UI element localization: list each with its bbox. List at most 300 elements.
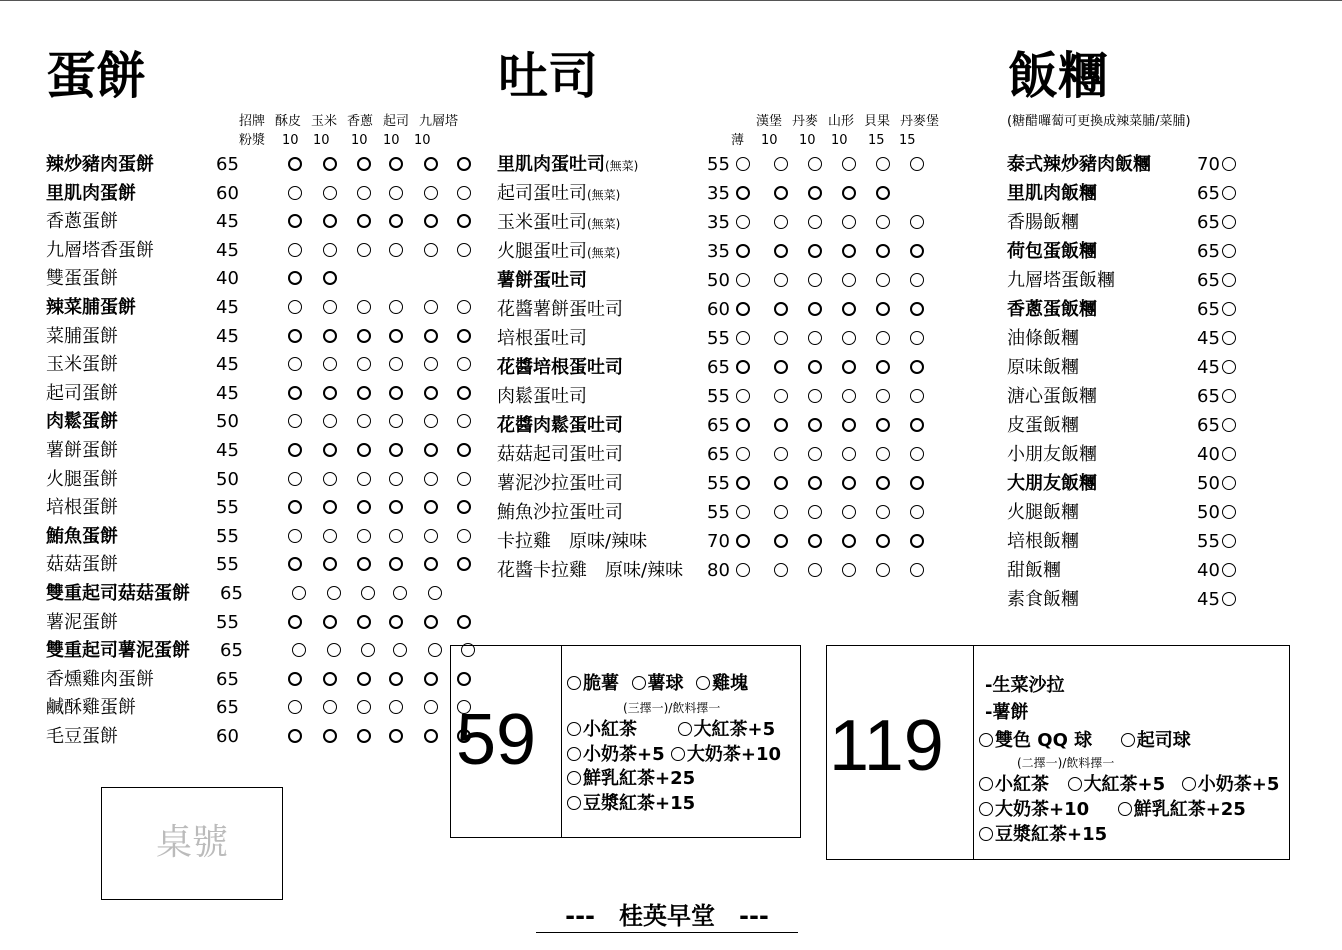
option-circle-icon[interactable] — [910, 273, 924, 287]
option-circle-icon[interactable] — [389, 214, 403, 228]
list-item[interactable] — [46, 151, 446, 179]
option-circle-icon[interactable] — [457, 443, 471, 457]
option-circle-icon[interactable] — [808, 389, 822, 403]
option-circle-icon[interactable] — [910, 447, 924, 461]
option-circle-icon[interactable] — [842, 244, 856, 258]
option-circle-icon[interactable] — [424, 729, 438, 743]
option-circle-icon[interactable] — [1222, 157, 1236, 171]
option-circle-icon[interactable] — [842, 331, 856, 345]
option-circle-icon[interactable] — [910, 215, 924, 229]
option-circle-icon[interactable] — [808, 360, 822, 374]
option-circle-icon[interactable] — [910, 505, 924, 519]
option-circle-icon[interactable] — [1222, 447, 1236, 461]
option-circle-icon[interactable] — [910, 360, 924, 374]
option-circle-icon[interactable] — [910, 389, 924, 403]
checkbox-icon[interactable] — [567, 722, 581, 736]
option-circle-icon[interactable] — [357, 357, 371, 371]
option-circle-icon[interactable] — [323, 414, 337, 428]
option-circle-icon[interactable] — [876, 273, 890, 287]
option-circle-icon[interactable] — [327, 643, 341, 657]
option-circle-icon[interactable] — [389, 443, 403, 457]
list-item[interactable] — [1007, 441, 1267, 469]
option-circle-icon[interactable] — [808, 157, 822, 171]
drink-option: 小奶茶+5 — [1197, 774, 1280, 795]
option-circle-icon[interactable] — [424, 500, 438, 514]
option-circle-icon[interactable] — [389, 357, 403, 371]
list-item[interactable] — [1007, 354, 1267, 382]
option-circle-icon[interactable] — [1222, 186, 1236, 200]
option-circle-icon[interactable] — [288, 729, 302, 743]
option-circle-icon[interactable] — [357, 186, 371, 200]
option-circle-icon[interactable] — [357, 443, 371, 457]
list-item[interactable] — [1007, 470, 1267, 498]
option-circle-icon[interactable] — [736, 244, 750, 258]
checkbox-icon[interactable] — [567, 747, 581, 761]
option-circle-icon[interactable] — [1222, 476, 1236, 490]
option-circle-icon[interactable] — [876, 360, 890, 374]
option-circle-icon[interactable] — [357, 500, 371, 514]
option-circle-icon[interactable] — [457, 243, 471, 257]
option-circle-icon[interactable] — [323, 615, 337, 629]
option-circle-icon[interactable] — [424, 300, 438, 314]
list-item[interactable] — [46, 723, 446, 751]
option-circle-icon[interactable] — [457, 615, 471, 629]
option-circle-icon[interactable] — [1222, 389, 1236, 403]
option-circle-icon[interactable] — [876, 534, 890, 548]
option-circle-icon[interactable] — [389, 615, 403, 629]
option-circle-icon[interactable] — [323, 157, 337, 171]
option-circle-icon[interactable] — [1222, 302, 1236, 316]
checkbox-icon[interactable] — [979, 827, 993, 841]
option-circle-icon[interactable] — [808, 534, 822, 548]
list-item[interactable] — [1007, 180, 1267, 208]
option-circle-icon[interactable] — [457, 386, 471, 400]
list-item[interactable] — [497, 151, 937, 179]
option-circle-icon[interactable] — [424, 529, 438, 543]
option-circle-icon[interactable] — [323, 357, 337, 371]
list-item[interactable] — [46, 551, 446, 579]
option-circle-icon[interactable] — [457, 214, 471, 228]
option-circle-icon[interactable] — [808, 563, 822, 577]
item-price: 70 — [707, 531, 730, 552]
list-item[interactable] — [1007, 586, 1267, 614]
list-item[interactable] — [497, 470, 937, 498]
option-circle-icon[interactable] — [393, 586, 407, 600]
option-circle-icon[interactable] — [361, 643, 375, 657]
column-header-price: 10 — [351, 133, 368, 148]
option-circle-icon[interactable] — [424, 443, 438, 457]
option-circle-icon[interactable] — [424, 414, 438, 428]
item-name-text: 火腿蛋吐司 — [497, 241, 587, 262]
option-circle-icon[interactable] — [357, 557, 371, 571]
option-circle-icon[interactable] — [736, 331, 750, 345]
list-item[interactable] — [46, 637, 446, 665]
list-item[interactable] — [46, 666, 446, 694]
option-circle-icon[interactable] — [1222, 360, 1236, 374]
option-circle-icon[interactable] — [910, 331, 924, 345]
option-circle-icon[interactable] — [736, 186, 750, 200]
list-item[interactable] — [46, 494, 446, 522]
option-circle-icon[interactable] — [323, 500, 337, 514]
checkbox-icon[interactable] — [1182, 777, 1196, 791]
option-circle-icon[interactable] — [323, 329, 337, 343]
option-circle-icon[interactable] — [361, 586, 375, 600]
option-circle-icon[interactable] — [876, 447, 890, 461]
option-circle-icon[interactable] — [323, 472, 337, 486]
list-item[interactable] — [46, 180, 446, 208]
option-circle-icon[interactable] — [357, 700, 371, 714]
list-item[interactable] — [46, 380, 446, 408]
option-circle-icon[interactable] — [288, 214, 302, 228]
option-circle-icon[interactable] — [323, 672, 337, 686]
option-circle-icon[interactable] — [357, 672, 371, 686]
option-circle-icon[interactable] — [323, 443, 337, 457]
option-circle-icon[interactable] — [457, 500, 471, 514]
option-circle-icon[interactable] — [292, 586, 306, 600]
option-circle-icon[interactable] — [842, 563, 856, 577]
option-circle-icon[interactable] — [842, 302, 856, 316]
list-item[interactable] — [46, 609, 446, 637]
checkbox-icon[interactable] — [671, 747, 685, 761]
option-circle-icon[interactable] — [1222, 505, 1236, 519]
option-circle-icon[interactable] — [357, 386, 371, 400]
option-circle-icon[interactable] — [457, 357, 471, 371]
option-circle-icon[interactable] — [288, 529, 302, 543]
option-circle-icon[interactable] — [808, 476, 822, 490]
checkbox-icon[interactable] — [979, 733, 993, 747]
option-circle-icon[interactable] — [389, 243, 403, 257]
option-circle-icon[interactable] — [323, 729, 337, 743]
list-item[interactable] — [46, 523, 446, 551]
list-item[interactable] — [497, 412, 937, 440]
checkbox-icon[interactable] — [567, 771, 581, 785]
option-circle-icon[interactable] — [910, 418, 924, 432]
option-circle-icon[interactable] — [457, 414, 471, 428]
list-item[interactable] — [1007, 557, 1267, 585]
option-circle-icon[interactable] — [389, 186, 403, 200]
option-circle-icon[interactable] — [389, 529, 403, 543]
option-circle-icon[interactable] — [323, 243, 337, 257]
option-circle-icon[interactable] — [288, 615, 302, 629]
checkbox-icon[interactable] — [632, 676, 646, 690]
option-circle-icon[interactable] — [876, 215, 890, 229]
option-circle-icon[interactable] — [323, 186, 337, 200]
option-circle-icon[interactable] — [774, 215, 788, 229]
option-circle-icon[interactable] — [774, 360, 788, 374]
option-circle-icon[interactable] — [389, 300, 403, 314]
list-item[interactable] — [497, 383, 937, 411]
list-item[interactable] — [497, 296, 937, 324]
option-circle-icon[interactable] — [288, 500, 302, 514]
option-circle-icon[interactable] — [910, 534, 924, 548]
option-circle-icon[interactable] — [842, 447, 856, 461]
option-circle-icon[interactable] — [357, 300, 371, 314]
list-item[interactable] — [497, 267, 937, 295]
option-circle-icon[interactable] — [357, 214, 371, 228]
option-circle-icon[interactable] — [357, 729, 371, 743]
option-circle-icon[interactable] — [457, 557, 471, 571]
option-circle-icon[interactable] — [323, 557, 337, 571]
option-circle-icon[interactable] — [1222, 244, 1236, 258]
list-item[interactable] — [497, 209, 937, 237]
option-circle-icon[interactable] — [428, 643, 442, 657]
option-circle-icon[interactable] — [842, 186, 856, 200]
option-circle-icon[interactable] — [323, 214, 337, 228]
option-circle-icon[interactable] — [327, 586, 341, 600]
option-circle-icon[interactable] — [774, 534, 788, 548]
option-circle-icon[interactable] — [876, 157, 890, 171]
option-circle-icon[interactable] — [288, 186, 302, 200]
list-item[interactable] — [497, 238, 937, 266]
option-circle-icon[interactable] — [1222, 331, 1236, 345]
option-circle-icon[interactable] — [774, 418, 788, 432]
list-item[interactable] — [497, 499, 937, 527]
option-circle-icon[interactable] — [736, 476, 750, 490]
option-circle-icon[interactable] — [393, 643, 407, 657]
option-circle-icon[interactable] — [424, 243, 438, 257]
option-circle-icon[interactable] — [808, 447, 822, 461]
option-circle-icon[interactable] — [424, 557, 438, 571]
option-circle-icon[interactable] — [774, 447, 788, 461]
option-circle-icon[interactable] — [774, 331, 788, 345]
option-circle-icon[interactable] — [736, 273, 750, 287]
checkbox-icon[interactable] — [1121, 733, 1135, 747]
list-item[interactable] — [497, 325, 937, 353]
checkbox-icon[interactable] — [1068, 777, 1082, 791]
option-circle-icon[interactable] — [1222, 534, 1236, 548]
list-item[interactable] — [46, 323, 446, 351]
option-circle-icon[interactable] — [424, 157, 438, 171]
option-circle-icon[interactable] — [424, 615, 438, 629]
option-circle-icon[interactable] — [910, 244, 924, 258]
list-item[interactable] — [46, 437, 446, 465]
option-circle-icon[interactable] — [288, 414, 302, 428]
option-circle-icon[interactable] — [808, 244, 822, 258]
option-circle-icon[interactable] — [323, 271, 337, 285]
option-circle-icon[interactable] — [910, 157, 924, 171]
option-circle-icon[interactable] — [288, 243, 302, 257]
option-circle-icon[interactable] — [389, 729, 403, 743]
list-item[interactable] — [46, 694, 446, 722]
list-item[interactable] — [1007, 412, 1267, 440]
option-circle-icon[interactable] — [842, 418, 856, 432]
option-circle-icon[interactable] — [774, 563, 788, 577]
checkbox-icon[interactable] — [678, 722, 692, 736]
option-circle-icon[interactable] — [1222, 592, 1236, 606]
list-item[interactable] — [1007, 209, 1267, 237]
option-circle-icon[interactable] — [736, 215, 750, 229]
option-circle-icon[interactable] — [357, 329, 371, 343]
option-circle-icon[interactable] — [323, 700, 337, 714]
list-item[interactable] — [1007, 238, 1267, 266]
option-circle-icon[interactable] — [842, 534, 856, 548]
list-item[interactable] — [497, 180, 937, 208]
list-item[interactable] — [46, 208, 446, 236]
column-header-price: 10 — [761, 133, 778, 148]
option-circle-icon[interactable] — [288, 271, 302, 285]
option-circle-icon[interactable] — [774, 302, 788, 316]
option-circle-icon[interactable] — [389, 329, 403, 343]
list-item[interactable] — [46, 351, 446, 379]
list-item[interactable] — [1007, 499, 1267, 527]
list-item[interactable] — [46, 580, 446, 608]
option-circle-icon[interactable] — [389, 557, 403, 571]
option-circle-icon[interactable] — [774, 157, 788, 171]
option-circle-icon[interactable] — [457, 157, 471, 171]
option-circle-icon[interactable] — [910, 302, 924, 316]
option-circle-icon[interactable] — [808, 302, 822, 316]
option-circle-icon[interactable] — [357, 157, 371, 171]
option-circle-icon[interactable] — [736, 360, 750, 374]
option-circle-icon[interactable] — [842, 273, 856, 287]
checkbox-icon[interactable] — [567, 796, 581, 810]
option-circle-icon[interactable] — [808, 186, 822, 200]
option-circle-icon[interactable] — [736, 563, 750, 577]
list-item[interactable] — [46, 237, 446, 265]
option-circle-icon[interactable] — [457, 472, 471, 486]
option-circle-icon[interactable] — [736, 302, 750, 316]
option-circle-icon[interactable] — [736, 389, 750, 403]
option-circle-icon[interactable] — [842, 389, 856, 403]
option-circle-icon[interactable] — [774, 273, 788, 287]
list-item[interactable] — [497, 354, 937, 382]
option-circle-icon[interactable] — [842, 505, 856, 519]
option-circle-icon[interactable] — [292, 643, 306, 657]
option-circle-icon[interactable] — [774, 505, 788, 519]
option-circle-icon[interactable] — [910, 476, 924, 490]
option-circle-icon[interactable] — [389, 157, 403, 171]
option-circle-icon[interactable] — [424, 329, 438, 343]
list-item[interactable] — [46, 408, 446, 436]
option-circle-icon[interactable] — [389, 672, 403, 686]
option-circle-icon[interactable] — [424, 357, 438, 371]
checkbox-icon[interactable] — [1118, 802, 1132, 816]
list-item[interactable] — [497, 441, 937, 469]
option-circle-icon[interactable] — [842, 476, 856, 490]
option-circle-icon[interactable] — [774, 389, 788, 403]
option-circle-icon[interactable] — [323, 300, 337, 314]
option-circle-icon[interactable] — [842, 360, 856, 374]
option-circle-icon[interactable] — [357, 472, 371, 486]
checkbox-icon[interactable] — [979, 802, 993, 816]
option-circle-icon[interactable] — [1222, 273, 1236, 287]
checkbox-icon[interactable] — [567, 676, 581, 690]
option-circle-icon[interactable] — [876, 418, 890, 432]
option-circle-icon[interactable] — [876, 563, 890, 577]
option-circle-icon[interactable] — [1222, 418, 1236, 432]
option-circle-icon[interactable] — [774, 186, 788, 200]
option-circle-icon[interactable] — [288, 472, 302, 486]
option-circle-icon[interactable] — [424, 186, 438, 200]
list-item[interactable] — [497, 557, 937, 585]
option-circle-icon[interactable] — [842, 215, 856, 229]
option-circle-icon[interactable] — [1222, 215, 1236, 229]
option-circle-icon[interactable] — [389, 700, 403, 714]
option-circle-icon[interactable] — [808, 418, 822, 432]
option-circle-icon[interactable] — [357, 615, 371, 629]
option-circle-icon[interactable] — [808, 215, 822, 229]
option-circle-icon[interactable] — [457, 186, 471, 200]
option-circle-icon[interactable] — [910, 563, 924, 577]
list-item[interactable] — [46, 466, 446, 494]
option-circle-icon[interactable] — [323, 386, 337, 400]
option-circle-icon[interactable] — [808, 505, 822, 519]
column-header: 起司 — [383, 114, 410, 129]
option-circle-icon[interactable] — [774, 476, 788, 490]
list-item[interactable] — [1007, 383, 1267, 411]
option-circle-icon[interactable] — [457, 529, 471, 543]
option-circle-icon[interactable] — [424, 214, 438, 228]
option-circle-icon[interactable] — [876, 302, 890, 316]
option-circle-icon[interactable] — [288, 443, 302, 457]
option-circle-icon[interactable] — [736, 418, 750, 432]
checkbox-icon[interactable] — [696, 676, 710, 690]
option-circle-icon[interactable] — [736, 157, 750, 171]
option-circle-icon[interactable] — [876, 476, 890, 490]
option-circle-icon[interactable] — [389, 500, 403, 514]
option-circle-icon[interactable] — [808, 331, 822, 345]
option-circle-icon[interactable] — [774, 244, 788, 258]
option-circle-icon[interactable] — [876, 389, 890, 403]
list-item[interactable] — [46, 265, 446, 293]
option-circle-icon[interactable] — [288, 672, 302, 686]
option-circle-icon[interactable] — [288, 329, 302, 343]
option-circle-icon[interactable] — [424, 386, 438, 400]
option-circle-icon[interactable] — [736, 447, 750, 461]
list-item[interactable] — [46, 294, 446, 322]
item-price: 55 — [707, 502, 730, 523]
option-circle-icon[interactable] — [389, 472, 403, 486]
checkbox-icon[interactable] — [979, 777, 993, 791]
option-circle-icon[interactable] — [736, 505, 750, 519]
option-circle-icon[interactable] — [736, 534, 750, 548]
list-item[interactable] — [1007, 151, 1267, 179]
option-circle-icon[interactable] — [876, 186, 890, 200]
option-circle-icon[interactable] — [876, 244, 890, 258]
option-circle-icon[interactable] — [424, 672, 438, 686]
option-circle-icon[interactable] — [288, 557, 302, 571]
option-circle-icon[interactable] — [288, 386, 302, 400]
item-price: 80 — [707, 560, 730, 581]
option-circle-icon[interactable] — [288, 157, 302, 171]
option-circle-icon[interactable] — [288, 300, 302, 314]
list-item[interactable] — [1007, 528, 1267, 556]
option-circle-icon[interactable] — [357, 414, 371, 428]
list-item[interactable] — [1007, 267, 1267, 295]
table-number-box[interactable] — [101, 787, 283, 900]
option-circle-icon[interactable] — [428, 586, 442, 600]
option-circle-icon[interactable] — [357, 529, 371, 543]
option-circle-icon[interactable] — [1222, 563, 1236, 577]
option-circle-icon[interactable] — [842, 157, 856, 171]
option-circle-icon[interactable] — [424, 700, 438, 714]
list-item[interactable] — [1007, 325, 1267, 353]
option-circle-icon[interactable] — [876, 331, 890, 345]
option-circle-icon[interactable] — [389, 414, 403, 428]
option-circle-icon[interactable] — [357, 243, 371, 257]
option-circle-icon[interactable] — [389, 386, 403, 400]
option-circle-icon[interactable] — [876, 505, 890, 519]
option-circle-icon[interactable] — [808, 273, 822, 287]
list-item[interactable] — [497, 528, 937, 556]
option-circle-icon[interactable] — [288, 357, 302, 371]
option-circle-icon[interactable] — [457, 329, 471, 343]
option-circle-icon[interactable] — [457, 300, 471, 314]
option-circle-icon[interactable] — [288, 700, 302, 714]
list-item[interactable] — [1007, 296, 1267, 324]
option-circle-icon[interactable] — [424, 472, 438, 486]
option-circle-icon[interactable] — [323, 529, 337, 543]
